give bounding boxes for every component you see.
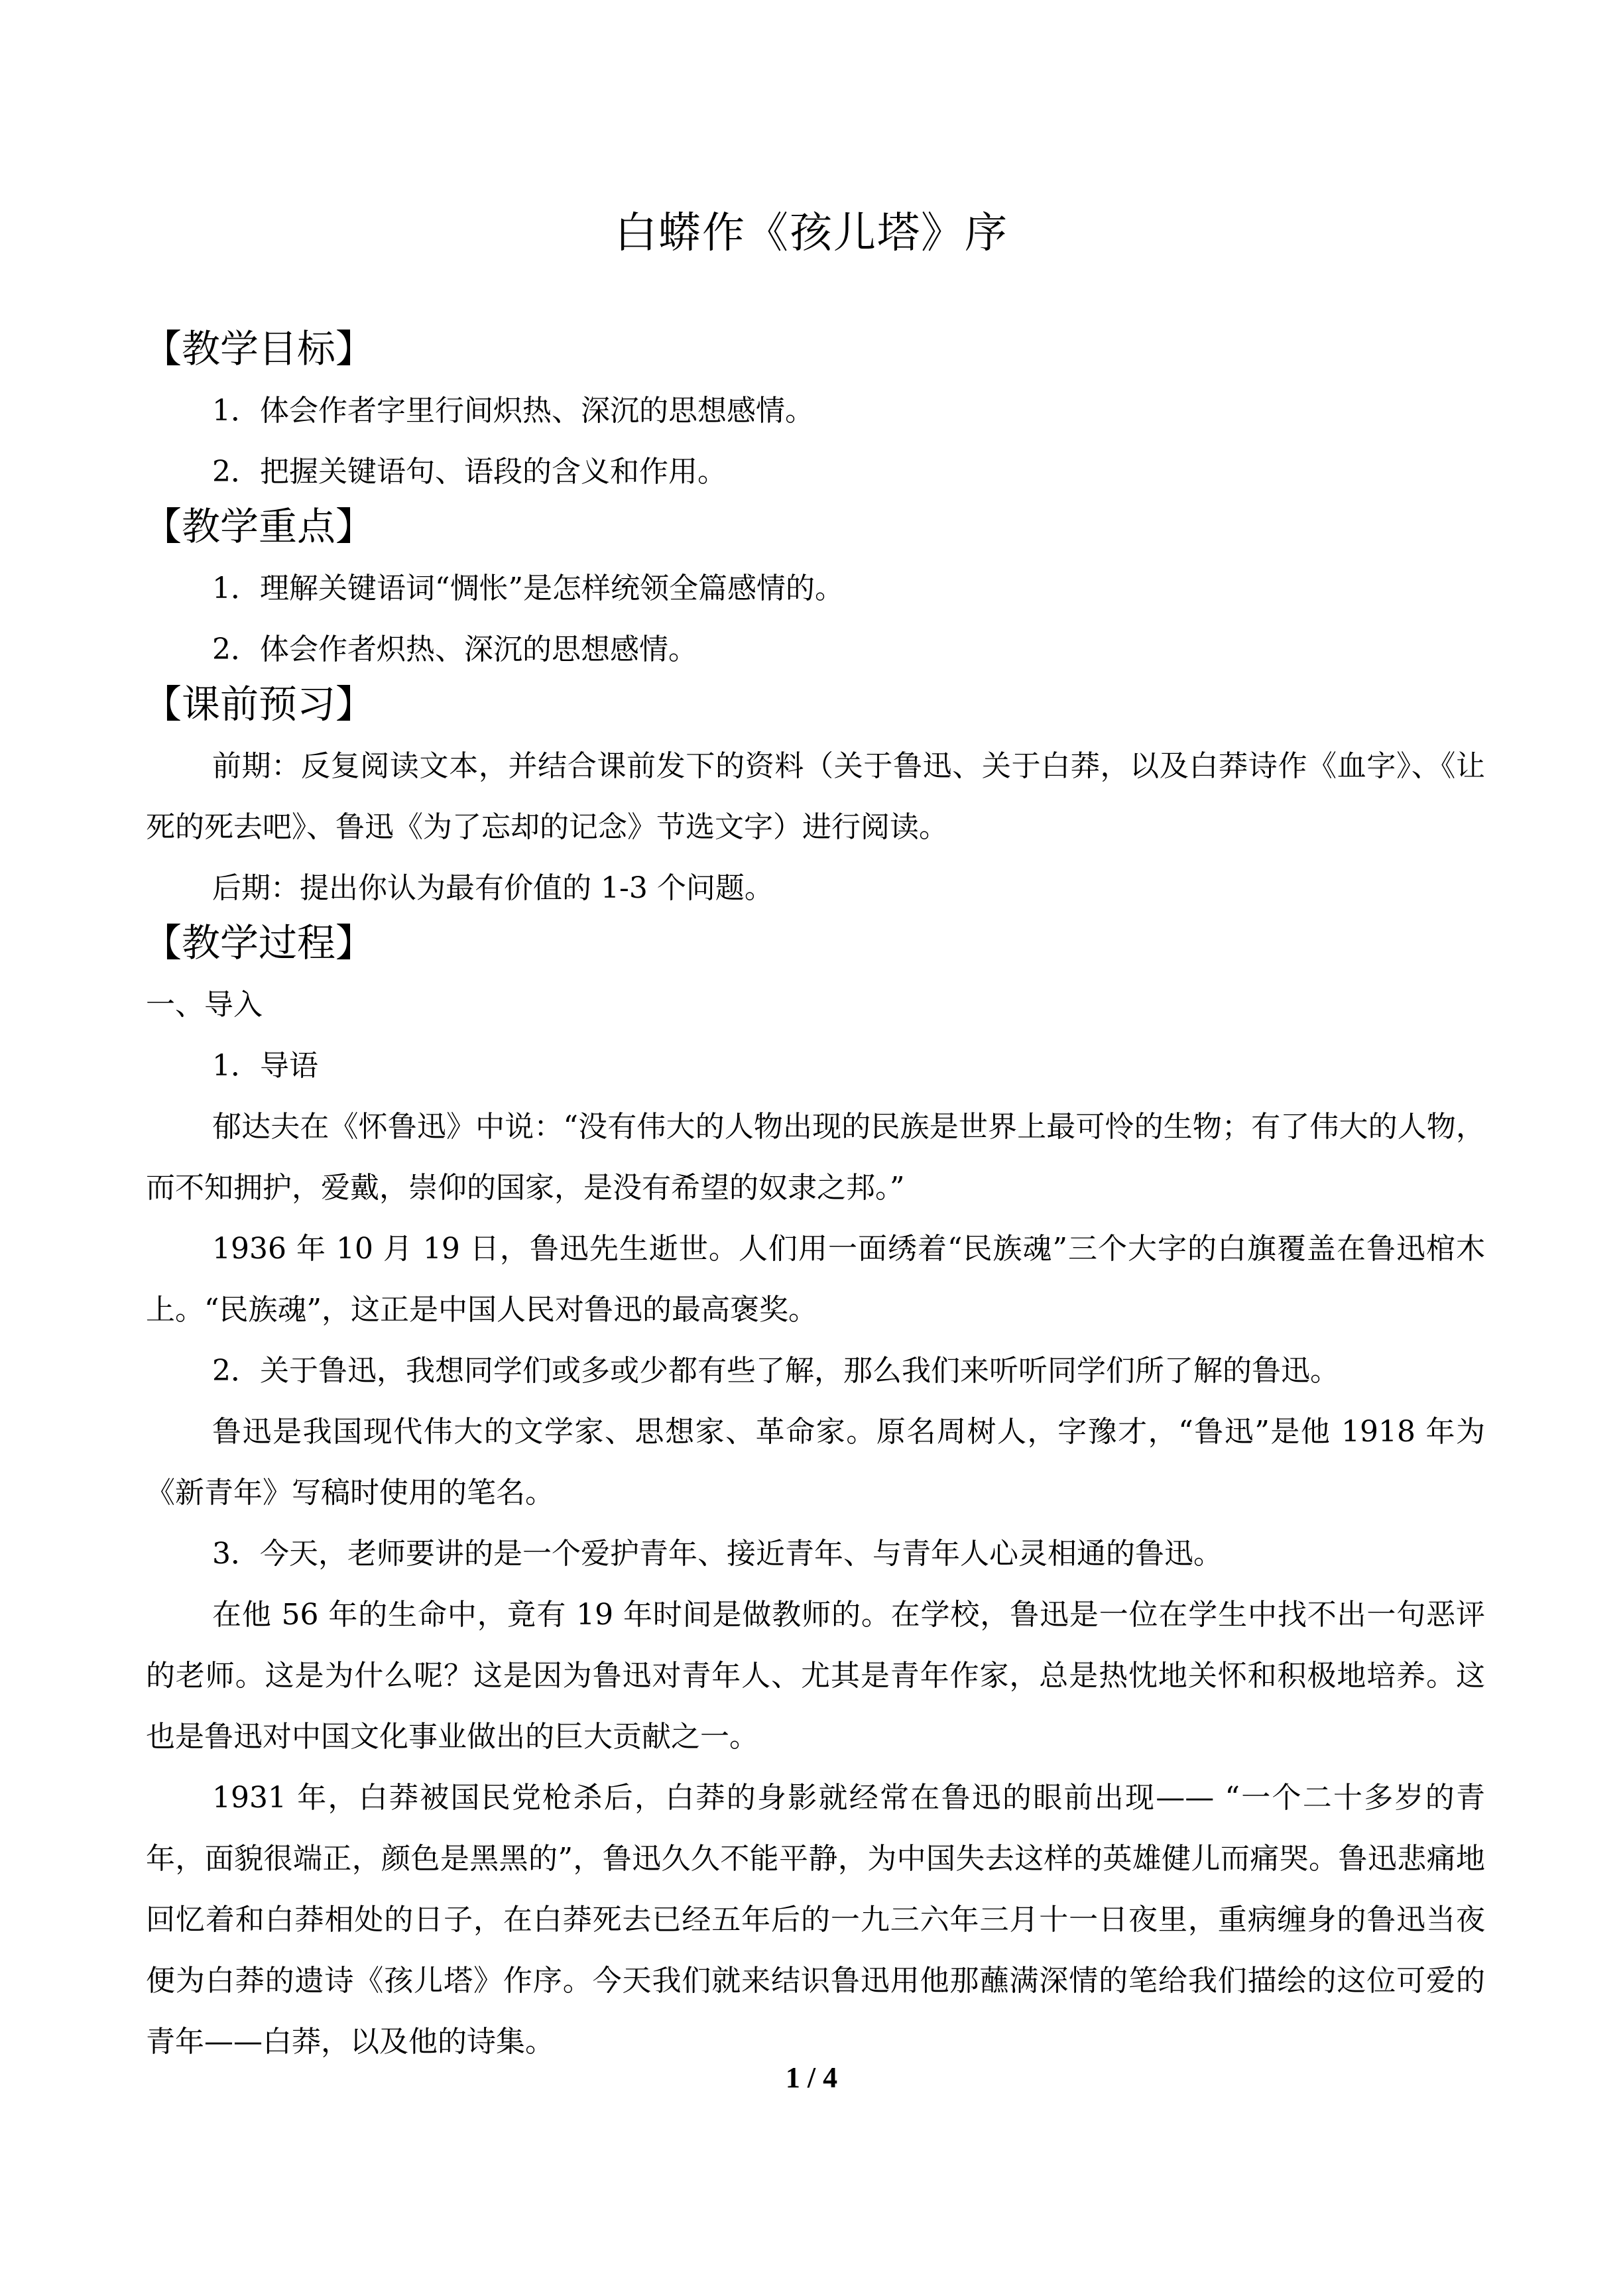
goal-item-2: 2．把握关键语句、语段的含义和作用。	[212, 455, 727, 489]
section-heading-goals: 【教学目标】	[143, 326, 375, 371]
goal-item-1: 1．体会作者字里行间炽热、深沉的思想感情。	[212, 394, 814, 428]
page-title: 白蟒作《孩儿塔》序	[615, 209, 1008, 258]
process-item-3: 3．今天，老师要讲的是一个爱护青年、接近青年、与青年人心灵相通的鲁迅。	[212, 1537, 1223, 1571]
section-heading-focus: 【教学重点】	[143, 504, 375, 549]
process-item-2: 2．关于鲁迅，我想同学们或多或少都有些了解，那么我们来听听同学们所了解的鲁迅。	[212, 1354, 1339, 1388]
process-subheading-intro: 一、导入	[146, 988, 263, 1022]
process-paragraph-4: 在他 56 年的生命中，竟有 19 年时间是做教师的。在学校，鲁迅是一位在学生中找不出一句恶评的老师。这是为什么呢？这是因为鲁迅对青年人、尤其是青年作家，总是热忱地关怀和积极地培养。这也是鲁迅对中国文化事业做出的巨大贡献之一。	[146, 1598, 1485, 1754]
focus-item-2: 2．体会作者炽热、深沉的思想感情。	[212, 633, 697, 666]
process-item-1: 1．导语	[212, 1049, 318, 1083]
process-paragraph-1: 郁达夫在《怀鲁迅》中说：“没有伟大的人物出现的民族是世界上最可怜的生物；有了伟大的人物，而不知拥护，爱戴，崇仰的国家，是没有希望的奴隶之邦。”	[146, 1110, 1485, 1205]
section-heading-process: 【教学过程】	[143, 920, 375, 965]
page-number: 1 / 4	[785, 2061, 838, 2094]
preview-paragraph-early: 前期：反复阅读文本，并结合课前发下的资料（关于鲁迅、关于白莽，以及白莽诗作《血字》、《让死的死去吧》、鲁迅《为了忘却的记念》节选文字）进行阅读。	[146, 749, 1485, 844]
section-heading-preview: 【课前预习】	[143, 682, 375, 727]
preview-paragraph-late: 后期：提出你认为最有价值的 1-3 个问题。	[212, 871, 774, 905]
process-paragraph-5: 1931 年，白莽被国民党枪杀后，白莽的身影就经常在鲁迅的眼前出现—— “一个二十多岁的青年，面貌很端正，颜色是黑黑的”，鲁迅久久不能平静，为中国失去这样的英雄健儿而痛哭。鲁迅悲痛地回忆着和白莽相处的日子，在白莽死去已经五年后的一九三六年三月十一日夜里，重病缠身的鲁迅当夜便为白莽的遗诗《孩儿塔》作序。今天我们就来结识鲁迅用他那蘸满深情的笔给我们描绘的这位可爱的青年——白莽，以及他的诗集。	[146, 1781, 1485, 2059]
document-body	[143, 325, 1485, 2073]
process-paragraph-3: 鲁迅是我国现代伟大的文学家、思想家、革命家。原名周树人，字豫才，“鲁迅”是他 1918 年为《新青年》写稿时使用的笔名。	[146, 1415, 1485, 1510]
focus-item-1: 1．理解关键语词“惆怅”是怎样统领全篇感情的。	[212, 572, 844, 605]
process-paragraph-2: 1936 年 10 月 19 日，鲁迅先生逝世。人们用一面绣着“民族魂”三个大字的白旗覆盖在鲁迅棺木上。“民族魂”，这正是中国人民对鲁迅的最高褒奖。	[146, 1232, 1485, 1327]
